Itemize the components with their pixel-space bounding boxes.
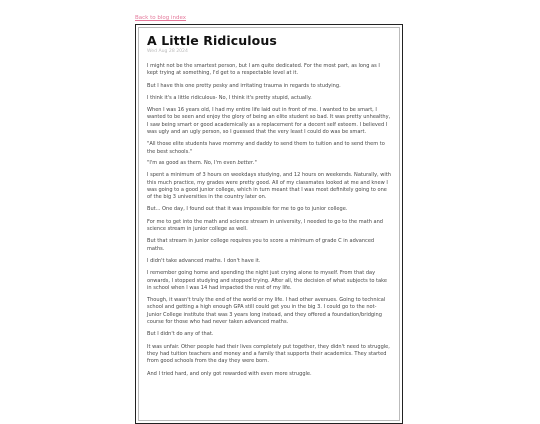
quote-text: "I'm as good as them. No, I'm even bbox=[147, 159, 238, 166]
post-paragraph: But that stream in junior college requires you to score a minimum of grade C in advanced maths. bbox=[147, 238, 375, 252]
post-paragraph: It was unfair. Other people had their lives completely put together, they didn't need to struggle, they had tuition teachers and money and a family that supports their academics. They started from good schools from the day they were born. bbox=[147, 343, 390, 365]
back-to-blog-index-link[interactable]: Back to blog index bbox=[135, 15, 187, 21]
post-paragraph: Though, it wasn't truly the end of the world or my life. I had other avenues. Going to technical school and getting a high enough GPA still could get you in the big 3. I could go to the not-Junior College institute that was 3 years long instead, and they offered a foundation/bridging course for those who had never taken advanced maths. bbox=[147, 297, 386, 326]
post-paragraph: I spent a minimum of 3 hours on weekdays studying, and 12 hours on weekends. Naturally, with this much practice, my grades were pretty good. All of my classmates looked at me and knew I was going to a good junior college, which in turn meant that I was most definitely going to one of the big 3 universities in the country later on. bbox=[147, 172, 391, 201]
post-quote-emphasis bbox=[147, 160, 391, 167]
post-frame bbox=[135, 24, 403, 424]
post-paragraph: When I was 16 years old, I had my entire life laid out in front of me. I wanted to be smart, I wanted to be seen and enjoy the glory of being an elite student so bad. It was pretty unhealthy, I saw being smart or good academically as a replacement for a decent self esteem. I believed I was ugly and an ugly person, so I guessed that the very least I could do was be smart. bbox=[147, 107, 391, 136]
post-quote: "All those elite students have mommy and daddy to send them to tuition and to send them to the best schools." bbox=[147, 141, 385, 155]
post-paragraph: I didn't take advanced maths. I don't have it. bbox=[147, 257, 261, 264]
post-paragraph: But I didn't do any of that. bbox=[147, 331, 214, 338]
post-paragraph: I remember going home and spending the night just crying alone to myself. From that day onwards, I stopped studying and stopped trying. After all, the decision of what subjects to take in school when I was 14 had impacted the rest of my life. bbox=[147, 270, 387, 291]
post-paragraph: For me to get into the math and science stream in university, I needed to go to the math and science stream in junior college as well. bbox=[147, 218, 384, 233]
post-paragraph: But I have this one pretty pesky and irritating trauma in regards to studying. bbox=[147, 82, 341, 89]
post-date: Wed Aug 28 2024 bbox=[147, 49, 188, 54]
post-paragraph: I think it's a little ridiculous- No, I think it's pretty stupid, actually. bbox=[147, 94, 312, 101]
quote-close: ." bbox=[252, 159, 257, 166]
post-paragraph: I might not be the smartest person, but I am quite dedicated. For the most part, as long as I kept trying at something, I'd get to a respectable level at it. bbox=[147, 63, 380, 77]
post-paragraph: And I tried hard, and only got rewarded with even more struggle. bbox=[147, 370, 312, 377]
post-paragraph: But... One day, I found out that it was impossible for me to go to junior college. bbox=[147, 206, 348, 213]
post-content bbox=[138, 27, 400, 421]
emphasis-text: better bbox=[237, 159, 253, 166]
post-title: A Little Ridiculous bbox=[147, 33, 277, 48]
